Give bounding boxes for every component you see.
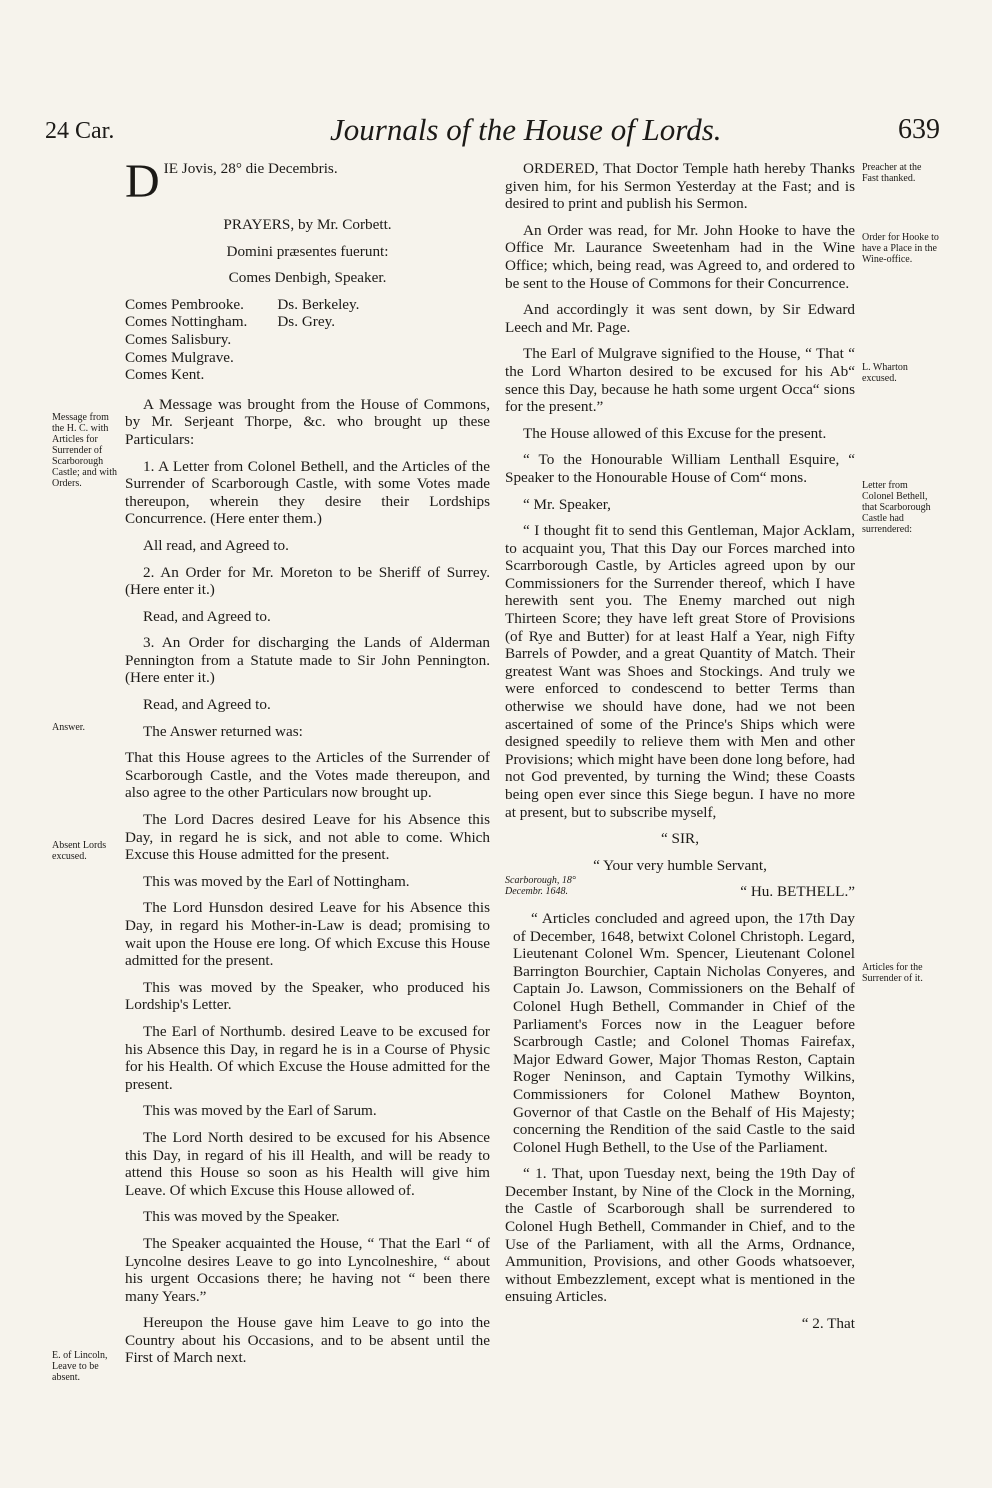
paragraph: All read, and Agreed to. xyxy=(143,536,289,554)
paragraph: This was moved by the Speaker. xyxy=(143,1208,340,1226)
paragraph: A Message was brought from the House of Commons, by Mr. Serjeant Thorpe, &c. who brought up these Particulars: xyxy=(125,395,490,448)
lord-name: Comes Kent. xyxy=(125,366,205,384)
margin-note: Absent Lords excused. xyxy=(52,840,107,862)
lord-name: Comes Nottingham. xyxy=(125,313,248,331)
margin-note: Articles for the Surrender of it. xyxy=(862,962,923,984)
speaker: Comes Denbigh, Speaker. xyxy=(228,269,387,287)
paragraph: The Speaker acquainted the House, “ That the Earl “ of Lyncolne desires Leave to go into Lyncolneshire, “ about his urgent Occasions there; he having not “ been there many Years.” xyxy=(125,1234,490,1305)
paragraph: The Lord North desired to be excused for his Absence this Day, in regard of his ill Health, and will be ready to attend this House so soon as his Health will give him Leave. Of which Excuse this House allowed of. xyxy=(125,1128,490,1199)
domini: Domini præsentes fuerunt: xyxy=(226,242,389,260)
paragraph: The Earl of Mulgrave signified to the House, “ That “ the Lord Wharton desired to be excused for his Ab“ sence this Day, because he hath some urgent Occa“ sions for the present.” xyxy=(505,345,855,416)
margin-note: Message from the H. C. with Articles for Surrender of Scarborough Castle; and with Orders. xyxy=(52,412,117,489)
left-column xyxy=(125,155,490,1376)
lords-list-earls xyxy=(125,296,247,384)
paragraph: The Answer returned was: xyxy=(143,722,303,740)
lords-present xyxy=(125,296,490,384)
margin-note: Answer. xyxy=(52,722,86,733)
paragraph: Read, and Agreed to. xyxy=(143,607,271,625)
articles-preamble: “ Articles concluded and agreed upon, the 17th Day of December, 1648, betwixt Colonel Christoph. Legard, Lieutenant Colonel Wm. Spencer, Lieutenant Colonel Barrington Bourchier, Captain Nicholas Conyeres, and Captain Jo. Lawson, Commissioners on the Behalf of Colonel Hugh Bethell, Commander in Chief of the Parliament's Forces now in the Leaguer before Scarbrough Castle; and Colonel Thomas Fairefax, Major Edward Gower, Major Thomas Reston, Captain Roger Neninson, and Captain Tymothy Wilkins, Commissioners for Colonel Mathew Boynton, Governor of that Castle on the Behalf of His Majesty; concerning the Rendition of the said Castle to the said Colonel Hugh Bethell, to the Use of the Parliament. xyxy=(513,909,855,1156)
paragraph: This was moved by the Speaker, who produced his Lordship's Letter. xyxy=(125,978,490,1014)
margin-note: E. of Lincoln, Leave to be absent. xyxy=(52,1350,108,1383)
letter-closing: “ Your very humble Servant, xyxy=(593,856,767,874)
page-header xyxy=(0,112,992,152)
paragraph: And accordingly it was sent down, by Sir Edward Leech and Mr. Page. xyxy=(505,301,855,336)
margin-note: Preacher at the Fast thanked. xyxy=(862,162,922,184)
paragraph: 3. An Order for discharging the Lands of Alderman Pennington from a Statute made to Sir John Pennington. (Here enter it.) xyxy=(125,634,490,687)
letter-signature: “ Hu. BETHELL.” xyxy=(740,883,855,901)
lord-name: Comes Salisbury. xyxy=(125,330,232,348)
header-regnal-year: 24 Car. xyxy=(45,118,115,144)
margin-note: Scarborough, 18° Decembr. 1648. xyxy=(505,875,576,897)
paragraph: Hereupon the House gave him Leave to go into the Country about his Occasions, and to be absent until the First of March next. xyxy=(125,1314,490,1367)
lord-name: Comes Mulgrave. xyxy=(125,348,234,366)
prayers: PRAYERS, by Mr. Corbett. xyxy=(223,216,392,233)
lord-name: Ds. Berkeley. xyxy=(277,295,360,313)
paragraph: ORDERED, That Doctor Temple hath hereby Thanks given him, for his Sermon Yesterday at the Fast; and is desired to print and publish his Sermon. xyxy=(505,160,855,213)
margin-note: Letter from Colonel Bethell, that Scarborough Castle had surrendered: xyxy=(862,480,931,535)
paragraph: The Lord Hunsdon desired Leave for his Absence this Day, in regard his Mother-in-Law is dead; promising to wait upon the House ere long. Of which Excuse this House admitted for the present. xyxy=(125,899,490,970)
drop-initial: D xyxy=(125,155,160,208)
catchword: “ 2. That xyxy=(801,1315,855,1333)
letter-address: “ To the Honourable William Lenthall Esquire, “ Speaker to the Honourable House of Com“ mons. xyxy=(505,451,855,486)
paragraph: That this House agrees to the Articles of the Surrender of Scarborough Castle, and the Votes made thereupon, and also agree to the other Particulars now brought up. xyxy=(125,749,490,802)
paragraph: The Lord Dacres desired Leave for his Absence this Day, in regard he is sick, and not able to come. Which Excuse this House admitted for the present. xyxy=(125,811,490,864)
letter-salutation: “ Mr. Speaker, xyxy=(523,495,611,513)
lord-name: Comes Pembrooke. xyxy=(125,295,244,313)
right-column xyxy=(505,160,855,1342)
paragraph: An Order was read, for Mr. John Hooke to have the Office Mr. Laurance Sweetenham had in the Wine Office; which, being read, was Agreed to, and ordered to be sent to the House of Commons for their Concurrence. xyxy=(505,221,855,292)
letter-sir: “ SIR, xyxy=(661,830,699,848)
paragraph: This was moved by the Earl of Sarum. xyxy=(143,1102,377,1120)
paragraph: This was moved by the Earl of Nottingham. xyxy=(143,872,410,890)
letter-body: “ I thought fit to send this Gentleman, Major Acklam, to acquaint you, That this Day our Forces marched into Scarrborough Castle, by Articles agreed upon by our Commissioners for the Surrender thereof, which I have herewith sent you. The Enemy marched out nigh Thirteen Score; they have left great Store of Provisions (of Rye and Butter) for at least Half a Year, nigh Fifty Barrels of Powder, and a great Quantity of Match. Their greatest Want was Shoes and Stockings. And truly we were enforced to condescend to better Terms than otherwise we should have done, had we not been ascertained of some of the Prince's Ships which were designed speedily to relieve them with Men and other Provisions; which might have been done long before, had not God prevented, by turning the Wind; these Coasts being open ever since this Siege begun. I have no more at present, but to subscribe myself, xyxy=(505,522,855,821)
paragraph: 1. A Letter from Colonel Bethell, and the Articles of the Surrender of Scarborough Castle, with some Votes made thereupon, wherein they desire their Lordships Concurrence. (Here enter them.) xyxy=(125,457,490,528)
article-1: “ 1. That, upon Tuesday next, being the 19th Day of December Instant, by Nine of the Clock in the Morning, the Castle of Scarborough shall be surrendered to Colonel Hugh Bethell, Commander in Chief, and to the Use of the Parliament, with all the Arms, Ordnance, Ammunition, Provisions, and other Goods whatsoever, without Embezzlement, except what is mentioned in the ensuing Articles. xyxy=(505,1165,855,1306)
lords-list-barons xyxy=(277,296,359,384)
margin-note: L. Wharton excused. xyxy=(862,362,908,384)
paragraph: 2. An Order for Mr. Moreton to be Sheriff of Surrey. (Here enter it.) xyxy=(125,563,490,599)
lord-name: Ds. Grey. xyxy=(277,313,335,331)
header-title: Journals of the House of Lords. xyxy=(330,112,722,147)
header-page-number: 639 xyxy=(898,114,940,145)
margin-note: Order for Hooke to have a Place in the Wine-office. xyxy=(862,232,939,265)
paragraph: The House allowed of this Excuse for the present. xyxy=(523,424,827,442)
date-line: DIE Jovis, 28° die Decembris. xyxy=(125,155,338,208)
paragraph: The Earl of Northumb. desired Leave to be excused for his Absence this Day, in regard he is in a Course of Physic for his Health. Of which Excuse the House admitted for the present. xyxy=(125,1022,490,1093)
paragraph: Read, and Agreed to. xyxy=(143,696,271,714)
